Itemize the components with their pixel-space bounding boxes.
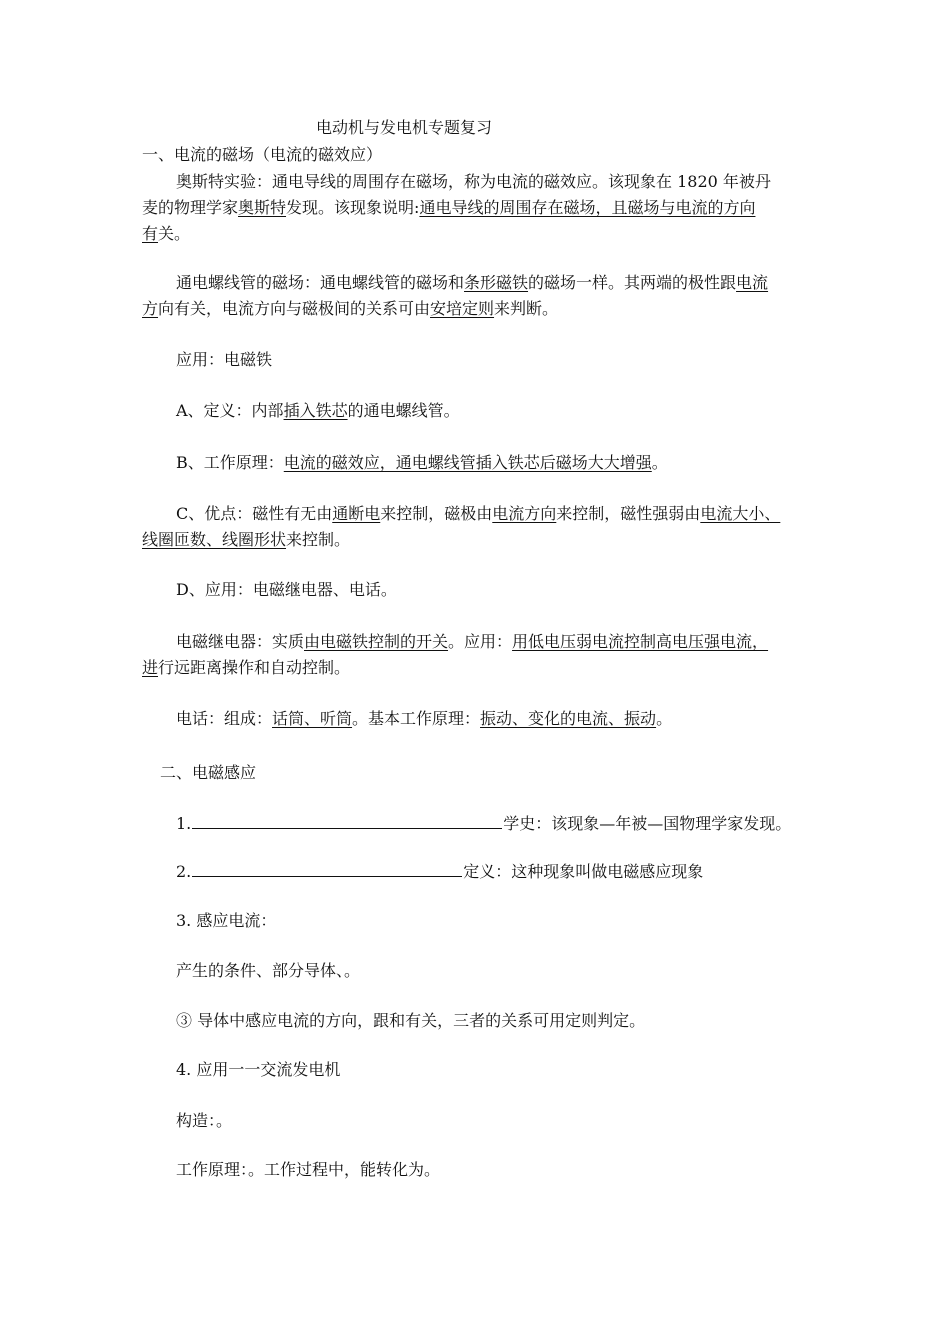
fill-blank-2[interactable] xyxy=(192,862,462,877)
text: 发现。该现象说明: xyxy=(286,198,420,217)
text: 。应用： xyxy=(448,632,513,651)
text: 来判断。 xyxy=(494,299,559,318)
text: 的通电螺线管。 xyxy=(347,401,460,420)
answer-oersted: 奥斯特 xyxy=(238,198,287,217)
item-2-definition xyxy=(176,861,703,883)
text: 关。 xyxy=(158,224,191,243)
text: C、优点：磁性有无由 xyxy=(176,504,333,523)
text: 来控制，磁极由 xyxy=(380,504,493,523)
answer-phone-principle: 振动、变化的电流、振动 xyxy=(480,709,657,728)
text: 通电螺线管的磁场：通电螺线管的磁场和 xyxy=(176,273,465,292)
text: 。 xyxy=(656,709,673,728)
text: 向有关，电流方向与磁极间的关系可由 xyxy=(158,299,431,318)
answer-principle: 电流的磁效应，通电螺线管插入铁芯后磁场大大增强 xyxy=(283,453,652,472)
item-number: 2. xyxy=(176,862,192,881)
oersted-line-1 xyxy=(176,171,771,193)
working-principle-line: 工作原理：。工作过程中，能转化为。 xyxy=(176,1160,441,1179)
item-number: 1. xyxy=(176,814,192,833)
answer-phone-parts: 话筒、听筒 xyxy=(272,709,353,728)
text: 学史：该现象—年被—国物理学家发现。 xyxy=(503,814,792,833)
relay-line-2 xyxy=(142,657,350,679)
conditions-line: 产生的条件、部分导体、。 xyxy=(176,961,361,980)
text: 定义：这种现象叫做电磁感应现象 xyxy=(463,862,704,881)
item-d-applications: D、应用：电磁继电器、电话。 xyxy=(176,580,397,599)
text: B、工作原理： xyxy=(176,453,284,472)
item-b-principle xyxy=(176,452,668,474)
answer-current-direction: 电流方向 xyxy=(492,504,557,523)
text: 电磁继电器：实质 xyxy=(176,632,305,651)
answer-relay-essence: 由电磁铁控制的开关 xyxy=(304,632,449,651)
answer-on-off: 通断电 xyxy=(332,504,381,523)
item-1-history xyxy=(176,813,791,835)
text: 奥斯特实验：通电导线的周围存在磁场，称为电流的磁效应。该现象在 1820 年被丹 xyxy=(176,172,771,191)
item-c-advantages-line-2 xyxy=(142,529,350,551)
direction-line: ③ 导体中感应电流的方向，跟和有关，三者的关系可用定则判定。 xyxy=(176,1011,646,1030)
text: 电话：组成： xyxy=(176,709,273,728)
text: 来控制，磁性强弱由 xyxy=(556,504,701,523)
text: 的磁场一样。其两端的极性跟 xyxy=(528,273,737,292)
text: A、定义：内部 xyxy=(176,401,284,420)
item-3-induced-current: 3. 感应电流： xyxy=(176,911,277,930)
relay-line-1 xyxy=(176,631,768,653)
fill-blank-1[interactable] xyxy=(192,814,502,829)
text: 麦的物理学家 xyxy=(142,198,239,217)
answer-ampere-rule: 安培定则 xyxy=(430,299,495,318)
answer-bar-magnet: 条形磁铁 xyxy=(464,273,529,292)
oersted-line-2 xyxy=(142,197,755,219)
solenoid-line-1 xyxy=(176,272,768,294)
application-heading: 应用：电磁铁 xyxy=(176,350,273,369)
answer-relay-use: 用低电压弱电流控制高电压强电流， xyxy=(512,632,769,651)
structure-line: 构造：。 xyxy=(176,1111,233,1130)
answer-coil: 线圈匝数、线圈形状 xyxy=(142,530,287,549)
answer-direction: 方 xyxy=(142,299,159,318)
solenoid-line-2 xyxy=(142,298,558,320)
section-1-heading: 一、电流的磁场（电流的磁效应） xyxy=(142,145,383,164)
text: 。基本工作原理： xyxy=(352,709,481,728)
answer-field-direction-cont: 有 xyxy=(142,224,159,243)
answer-iron-core: 插入铁芯 xyxy=(283,401,348,420)
item-c-advantages-line-1 xyxy=(176,503,780,525)
answer-current-magnitude: 电流大小、 xyxy=(700,504,781,523)
section-2-heading: 二、电磁感应 xyxy=(160,763,257,782)
telephone-line xyxy=(176,708,672,730)
item-4-generator: 4. 应用一一交流发电机 xyxy=(176,1060,341,1079)
answer-relay-use-cont: 进 xyxy=(142,658,159,677)
page-title: 电动机与发电机专题复习 xyxy=(316,118,493,137)
text: 。 xyxy=(651,453,668,472)
answer-current: 电流 xyxy=(736,273,769,292)
answer-field-direction: 通电导线的周围存在磁场，且磁场与电流的方向 xyxy=(419,198,756,217)
text: 行远距离操作和自动控制。 xyxy=(158,658,351,677)
oersted-line-3 xyxy=(142,223,190,245)
item-a-definition xyxy=(176,400,460,422)
text: 来控制。 xyxy=(286,530,351,549)
